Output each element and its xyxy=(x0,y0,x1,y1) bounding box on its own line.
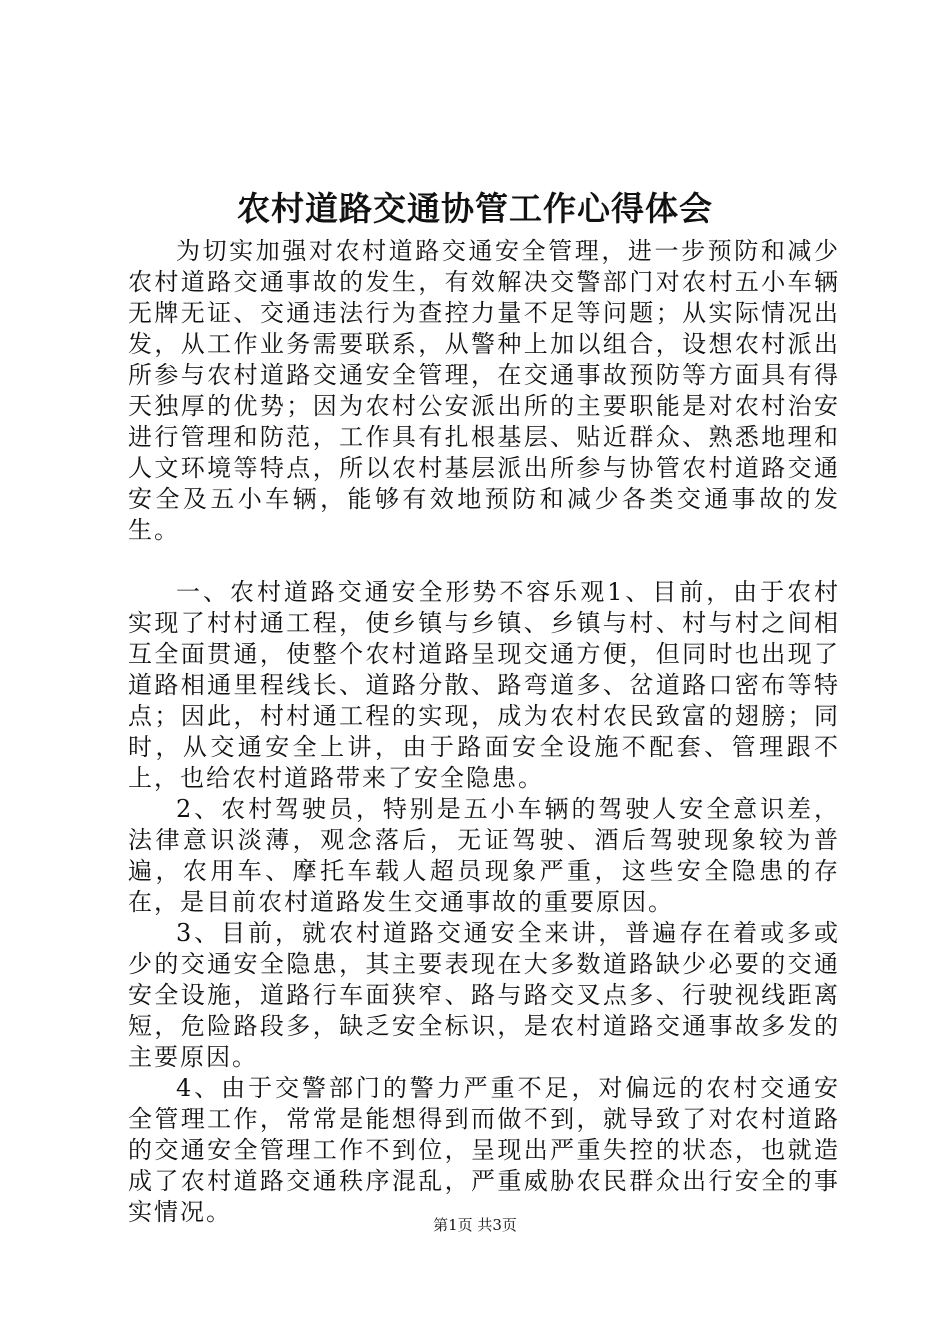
section-one-paragraph: 一、农村道路交通安全形势不容乐观1、目前，由于农村实现了村村通工程，使乡镇与乡镇、乡镇与村、村与村之间相互全面贯通，使整个农村道路呈现交通方便，但同时也出现了道路相通里程线长、道路分散、路弯道多、岔道路口密布等特点；因此，村村通工程的实现，成为农村农民致富的翅膀；同时，从交通安全上讲，由于路面安全设施不配套、管理跟不上，也给农村道路带来了安全隐患。 xyxy=(128,578,840,792)
page-number-footer: 第1页 共3页 xyxy=(433,1216,517,1234)
point-two-paragraph: 2、农村驾驶员，特别是五小车辆的驾驶人安全意识差，法律意识淡薄，观念落后，无证驾驶、酒后驾驶现象较为普遍，农用车、摩托车载人超员现象严重，这些安全隐患的存在，是目前农村道路发生交通事故的重要原因。 xyxy=(128,795,840,916)
document-title: 农村道路交通协管工作心得体会 xyxy=(237,189,713,228)
point-three-paragraph: 3、目前，就农村道路交通安全来讲，普遍存在着或多或少的交通安全隐患，其主要表现在大多数道路缺少必要的交通安全设施，道路行车面狭窄、路与路交叉点多、行驶视线距离短，危险路段多，缺乏安全标识，是农村道路交通事故多发的主要原因。 xyxy=(128,919,840,1071)
document-body xyxy=(128,236,840,1228)
intro-paragraph: 为切实加强对农村道路交通安全管理，进一步预防和减少农村道路交通事故的发生，有效解决交警部门对农村五小车辆无牌无证、交通违法行为查控力量不足等问题；从实际情况出发，从工作业务需要联系，从警种上加以组合，设想农村派出所参与农村道路交通安全管理，在交通事故预防等方面具有得天独厚的优势；因为农村公安派出所的主要职能是对农村治安进行管理和防范，工作具有扎根基层、贴近群众、熟悉地理和人文环境等特点，所以农村基层派出所参与协管农村道路交通安全及五小车辆，能够有效地预防和减少各类交通事故的发生。 xyxy=(128,237,840,544)
point-four-paragraph: 4、由于交警部门的警力严重不足，对偏远的农村交通安全管理工作，常常是能想得到而做不到，就导致了对农村道路的交通安全管理工作不到位，呈现出严重失控的状态，也就造成了农村道路交通秩序混乱，严重威胁农民群众出行安全的事实情况。 xyxy=(128,1074,840,1226)
